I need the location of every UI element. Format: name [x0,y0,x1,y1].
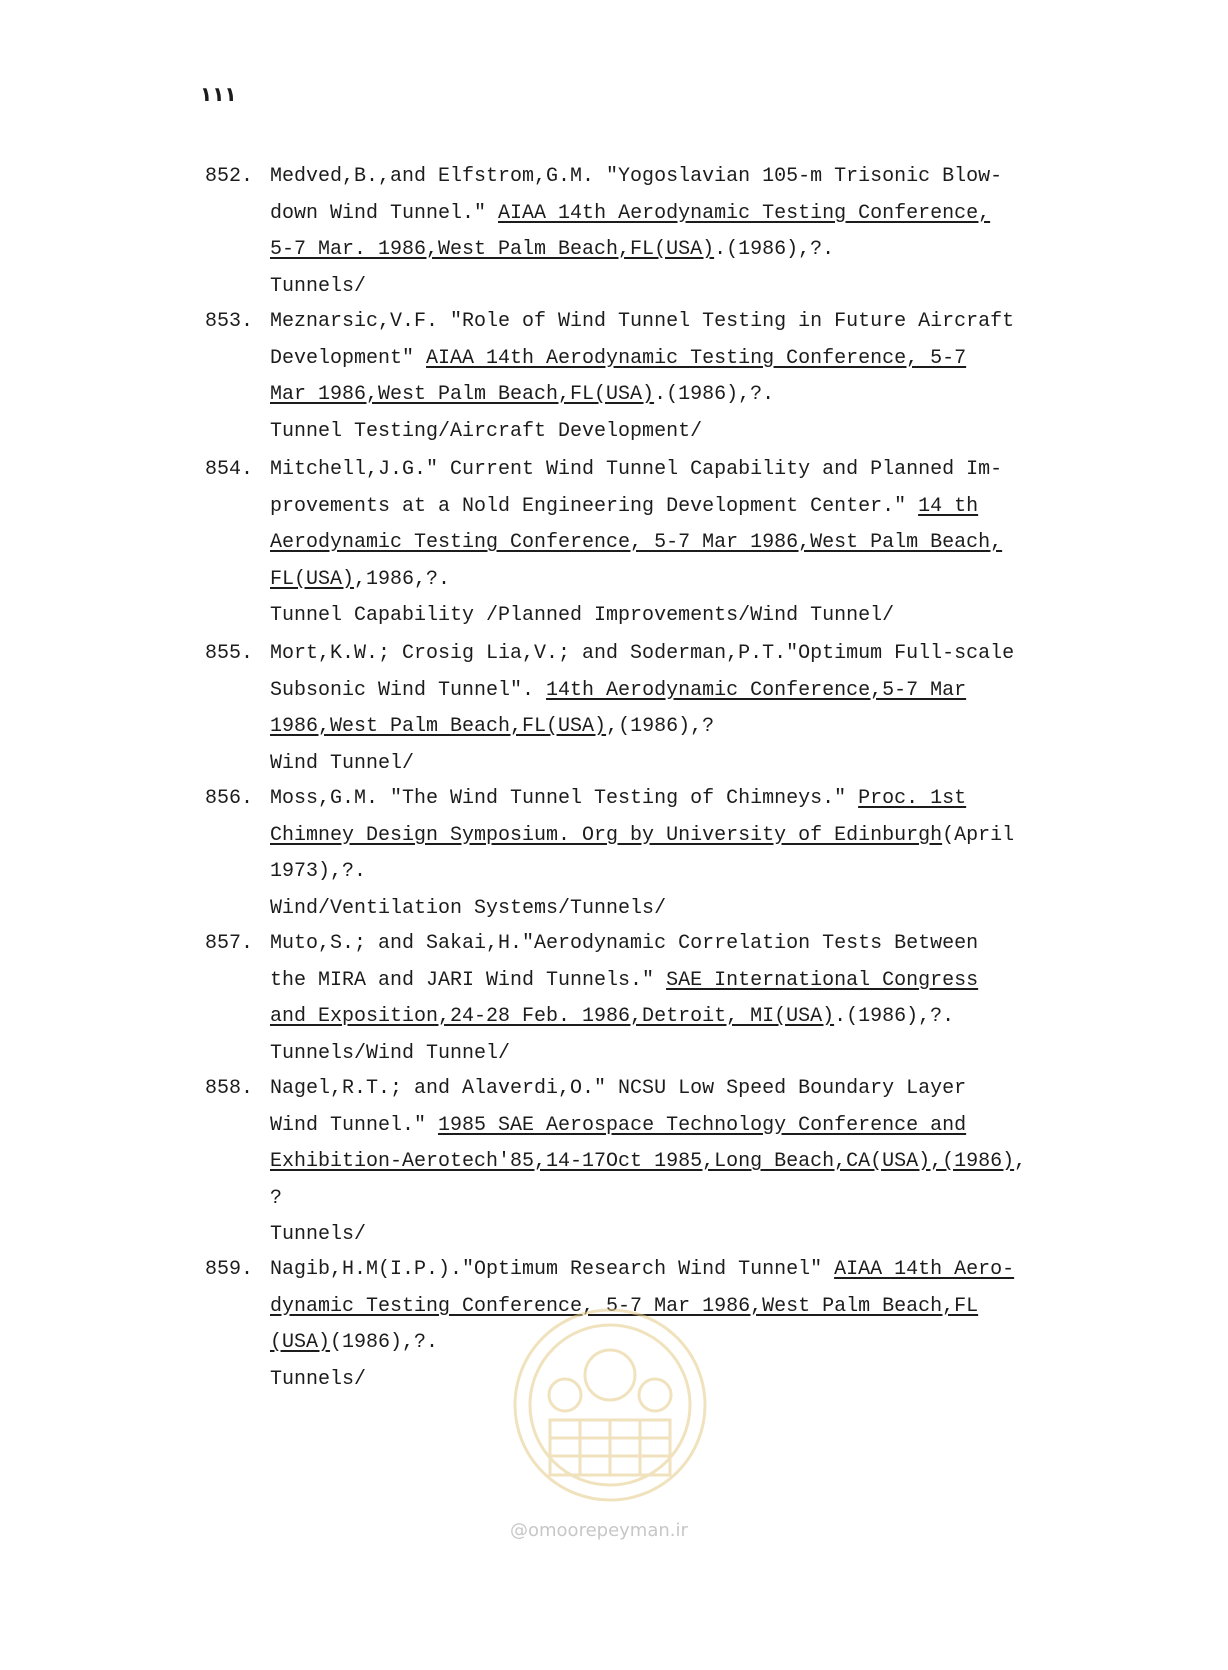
entry-line [270,932,978,955]
underlined-source-text: 5-7 Mar. 1986,West Palm Beach,FL(USA) [270,238,715,261]
entry-line [270,165,1002,188]
entry-line [270,1258,1014,1281]
entry-line [270,1150,1026,1173]
underlined-source-text: Aerodynamic Testing Conference, 5-7 Mar 1986,West Palm Beach, [270,531,1003,554]
entry-number: 858. [205,1077,254,1100]
underlined-source-text: 1985 SAE Aerospace Technology Conference and [438,1113,967,1137]
entry-line [270,275,366,298]
entry-line [270,1005,954,1028]
entry-text: Medved,B.,and Elfstrom,G.M. "Yogoslavian 105-m Trisonic Blow- [270,165,1003,188]
entry-text: Wind/Ventilation Systems/Tunnels/ [270,896,667,920]
entry-line [270,752,414,775]
underlined-source-text: Proc. 1st [858,787,967,810]
entry-number: 852. [205,165,254,188]
entry-line [270,824,1014,847]
entry-line [270,897,666,920]
entry-line [270,1114,966,1137]
entry-text: Nagel,R.T.; and Alaverdi,O." NCSU Low Speed Boundary Layer [270,1077,967,1100]
entry-line [270,1223,366,1246]
entry-line [270,420,702,443]
entry-text: Mort,K.W.; Crosig Lia,V.; and Soderman,P.T."Optimum Full-scale [270,642,1015,665]
entry-text: Tunnels/ [270,1367,367,1391]
underlined-source-text: dynamic Testing Conference, 5-7 Mar 1986,West Palm Beach,FL [270,1294,979,1318]
entry-text: Subsonic Wind Tunnel". [270,678,547,702]
entry-text: (1986),?. [330,1331,439,1354]
entry-text: .(1986),?. [714,238,835,261]
entry-line [270,568,450,591]
entry-line [270,715,714,738]
entry-line [270,1077,966,1100]
entry-line [270,860,366,883]
entry-text: provements at a Nold Engineering Development Center." [270,494,919,518]
entry-line [270,604,894,627]
underlined-source-text: 14 th [918,494,979,518]
entry-text: Tunnels/ [270,1223,367,1246]
underlined-source-text: Mar 1986,West Palm Beach,FL(USA) [270,383,655,406]
underlined-source-text: AIAA 14th Aero- [834,1258,1015,1281]
underlined-source-text: 14th Aerodynamic Conference,5-7 Mar [546,678,967,702]
entry-line [270,1331,438,1354]
entry-text: Tunnel Testing/Aircraft Development/ [270,419,703,443]
watermark-seal [505,1300,715,1510]
entry-text: Mitchell,J.G." Current Wind Tunnel Capability and Planned Im- [270,458,1003,481]
entry-text: .(1986),?. [654,383,775,406]
entry-line [270,347,966,370]
entry-text: 1973),?. [270,860,367,883]
entry-text: Development" [270,346,427,370]
entry-line [270,642,1014,665]
underlined-source-text: FL(USA) [270,567,355,591]
entry-number: 855. [205,642,254,665]
entry-line [270,969,978,992]
entry-line [270,495,978,518]
entry-number: 853. [205,310,254,333]
entry-text: Nagib,H.M(I.P.)."Optimum Research Wind Tunnel" [270,1258,835,1281]
entry-line [270,458,1002,481]
entry-text: Moss,G.M. "The Wind Tunnel Testing of Chimneys." [270,787,859,810]
entry-text: Wind Tunnel/ [270,751,415,775]
underlined-source-text: 1986,West Palm Beach,FL(USA) [270,715,607,738]
entry-text: , [1014,1150,1027,1173]
entry-text: ,1986,?. [354,567,451,591]
entry-text: (April [942,823,1015,847]
watermark-text: @omoorepeyman.ir [510,1520,688,1541]
entry-text: Muto,S.; and Sakai,H."Aerodynamic Correlation Tests Between [270,932,979,955]
entry-text: Tunnels/Wind Tunnel/ [270,1041,511,1065]
entry-number: 856. [205,787,254,810]
entry-text: down Wind Tunnel." [270,201,499,225]
entry-text: the MIRA and JARI Wind Tunnels." [270,968,667,992]
entry-line [270,679,966,702]
page-number: ۱۱۱ [200,82,237,106]
entry-line [270,310,1014,333]
entry-line [270,383,774,406]
entry-line [270,1187,282,1210]
entry-text: Wind Tunnel." [270,1113,439,1137]
underlined-source-text: AIAA 14th Aerodynamic Testing Conference, 5-7 [426,346,967,370]
entry-number: 859. [205,1258,254,1281]
entry-line [270,202,990,225]
entry-line [270,787,966,810]
underlined-source-text: Exhibition-Aerotech'85,14-17Oct 1985,Long Beach,CA(USA),(1986) [270,1150,1015,1173]
underlined-source-text: AIAA 14th Aerodynamic Testing Conference, [498,201,991,225]
entry-line [270,1368,366,1391]
entry-line [270,531,1002,554]
entry-text: ,(1986),? [606,715,715,738]
underlined-source-text: and Exposition,24-28 Feb. 1986,Detroit, MI(USA) [270,1005,835,1028]
entry-number: 857. [205,932,254,955]
entry-text: Tunnel Capability /Planned Improvements/Wind Tunnel/ [270,604,895,627]
underlined-source-text: (USA) [270,1331,331,1354]
underlined-source-text: SAE International Congress [666,968,979,992]
entry-text: ? [270,1186,283,1210]
entry-line [270,1042,510,1065]
entry-text: .(1986),?. [834,1005,955,1028]
entry-number: 854. [205,458,254,481]
entry-text: Meznarsic,V.F. "Role of Wind Tunnel Testing in Future Aircraft [270,310,1015,333]
entry-line [270,238,834,261]
entry-text: Tunnels/ [270,274,367,298]
underlined-source-text: Chimney Design Symposium. Org by University of Edinburgh [270,823,943,847]
